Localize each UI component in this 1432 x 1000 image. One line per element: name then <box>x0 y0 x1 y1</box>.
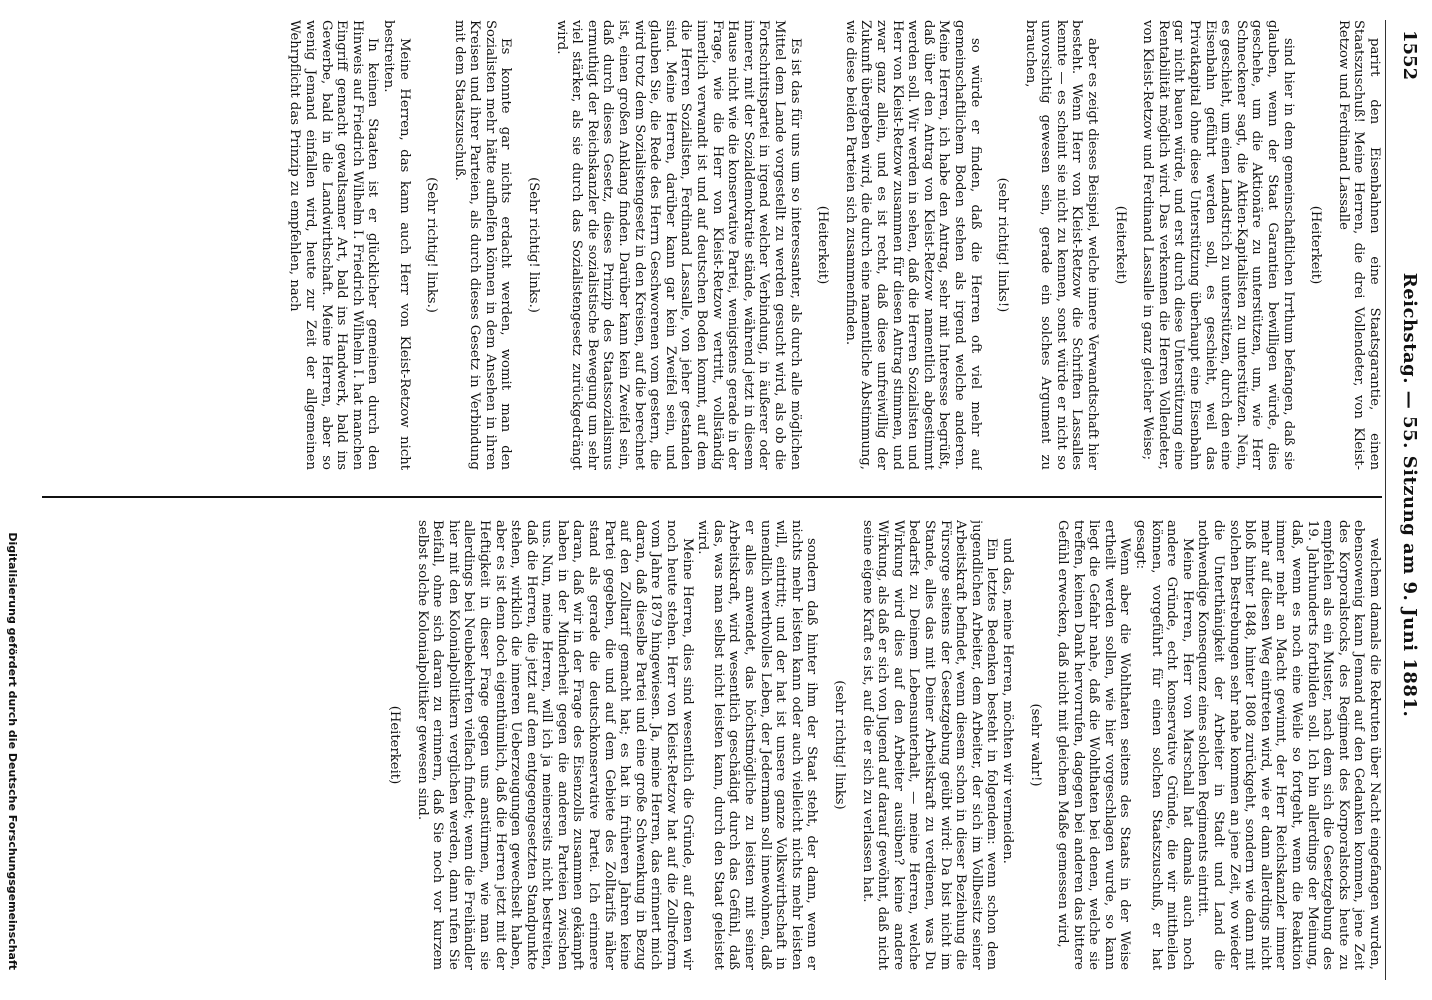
paragraph: Es ist das für uns um so interessanter, als durch alle möglichen Mittel dem Lande vorgestellt zu werden gesucht wird, als ob die Fortschrittspartei in irgend welcher Verbindung, in äußerer oder innerer, mit der Sozialdemokratie stände, während jetzt in diesem Hause nicht wie die konservative Partei, wenigstens gerade in der Frage, wie die Herr von Kleist-Retzow vertritt, vollständig innerlich verwandt ist und auf deutschen Boden kommt, auf dem die Herren Sozialisten, Ferdinand Lassalle, von jeher gestanden sind. Meine Herren, darüber kann gar kein Zweifel sein, und glauben Sie, die Rede des Herrn Geschworenen vom gestern, die wird trotz dem Sozialistengesetz in den Kreisen, auf die berechnet ist, einen großen Anklang finden. Darüber kann kein Zweifel sein, daß durch dieses Gesetz, dieses Prinzip des Staatssozialismus ermuthigt der Reichskanzler die sozialistische Bewegung um sehr viel stärker, als sie durch das Sozialistengesetz zurückgedrängt wird. <box>553 20 803 470</box>
interjection: (sehr wahr!) <box>1027 703 1043 787</box>
paragraph: Meine Herren, Herr von Marschall hat damals auch noch andere Gründe, echt konservative Gründe, die wir mittheilen können, vorgeführt für einen solchen Staatszuschuß, er hat gesagt: <box>1133 520 1195 970</box>
paragraph: Meine Herren, das kann auch Herr von Kleist-Retzow nicht bestreiten. <box>380 20 412 470</box>
page-footer <box>0 0 22 1000</box>
paragraph: und das, meine Herren, möchten wir vermeiden. <box>999 538 1015 864</box>
page-header <box>1386 30 1420 960</box>
interjection: (Heiterkeit) <box>386 705 402 785</box>
interjection: (sehr richtig! links!) <box>995 177 1011 313</box>
interjection: (Heiterkeit) <box>1112 205 1128 285</box>
paragraph: sondern daß hinter ihm der Staat steht, der dann, wenn er nichts mehr leisten kann oder auch vielleicht nichts mehr leisten will, eintritt; und der hat ist unsere ganze Volkswirthschaft in unendlich werthvolles Leben, der Jedermann soll innewohnen, daß er alles anwendet, das höchstmögliche zu leisten mit seiner Arbeitskraft, wird wesentlich geschädigt durch das Gefühl, daß das, was man selbst nicht leisten kann, durch den Staat geleistet wird. <box>695 520 820 970</box>
paragraph: Meine Herren, dies sind wesentlich die Gründe, auf denen wir noch heute stehen. Herr von Kleist-Retzow hat auf die Zollreform vom Jahre 1879 hingewiesen. Ja, meine Herren, das erinnert mich daran, daß dieselbe Partei und eine große Schwenkung in Bezug auf den Zolltarif gemacht hat; es hat in früheren Jahren keine Partei gegeben, die und auf dem Gebiete des Zolltarifs näher stand als gerade die deutschkonservative Partei. Ich erinnere daran, daß wir in der Frage des Eisenzolls zusammen gekämpft haben in der Minderheit gegen die anderen Parteien zwischen uns. Nun, meine Herren, will ich ja meinerseits nicht bestreiten, daß die Herren, die jetzt auf dem entgegengesetzten Standpunkte stehen, wirklich die inneren Ueberzeugungen gewechselt haben, aber es ist denn doch eigenthümlich, daß die Herren jetzt mit der Heftigkeit in dieser Frage gegen uns anstürmen, wie man sie allerdings bei Neubekehrten vielfach findet; wenn die Freihändler hier mit den Kolonialpolitikern verglichen werden, dann rufen Sie Beifall, ohne sich daran zu erinnern, daß Sie noch vor kurzem selbst solche Kolonialpolitiker gewesen sind. <box>414 520 695 970</box>
interjection: (Sehr richtig! links.) <box>424 177 440 313</box>
interjection: (Sehr richtig! links.) <box>526 177 542 313</box>
paragraph: so würde er finden, daß die Herren oft viel mehr auf gemeinschaftlichem Boden stehen als irgend welche anderen. Meine Herren, ich habe den Antrag, sehr mit Interesse begrüßt, daß über den Antrag von Kleist-Retzow namentlich abgestimmt werden soll. Wir werden in sehen, daß die Herren Sozialisten und Herr von Kleist-Retzow zusammen für diesen Antrag stimmen, und zwar ganz allein, und es ist recht, daß diese unfreiwillig der Zukunft übergeben wird, die durch eine namentliche Abstimmung, wie diese beiden Parteien sich zusammenfinden. <box>842 20 983 470</box>
page-title: Reichstag. — 55. Sitzung am 9. Juni 1881. <box>1399 272 1420 718</box>
paragraph: In keinen Staaten ist er glücklicher gemeinen durch den Hinweis auf Friedrich Wilhelm I. Friedrich Wilhelm I. hat manchen Eingriff gemacht gewaltsamer Art, bald ins Handwerk, bald ins Gewerbe, bald in die Landwirthschaft. Meine Herren, aber so wenig Jemand einfallen wird, heute zur Zeit der allgemeinen Wehrpflicht das Prinzip zu empfehlen, nach <box>287 20 381 470</box>
paragraph: parirt den Eisenbahnen eine Staatsgarantie, einen Staatszuschuß! Meine Herren, die drei Vollendeter, von Kleist-Retzow und Ferdinand Lassalle <box>1335 20 1382 470</box>
paragraph: sind hier in dem gemeinschaftlichen Irrthum befangen, daß sie glauben, wenn der Staat Garantien bewilligen würde, dies geschehe, um die Aktionäre zu unterstützen, um, wie Herr Schneckener sagt, die Aktien-Kapitalisten zu unterstützen. Nein, es geschieht, um einen Landstrich zu unterstützen, durch den eine Eisenbahn geführt werden soll, es geschieht, weil das Privatkapital ohne diese Unterstützung überhaupt eine Eisenbahn gar nicht bauen würde, und erst durch diese Unterstützung eine Rentabilität möglich wird. Das verkennen die Herren Vollendeter, von Kleist-Retzow und Ferdinand Lassalle in ganz gleicher Weise; <box>1140 20 1296 470</box>
paragraph: welchem damals die Rekruten über Nacht eingefangen wurden, ebensowenig kann Jemand auf den Gedanken kommen, jene Zeit des Korporalstocks, des Regiment des Korporalstocks heute zu empfehlen als ein Muster, nach dem sich die Gesetzgebung des 19. Jahrhunderts fortbilden soll. Ich bin allerdings der Meinung, daß, wenn es noch eine Weile so fortgeht, wenn die Reaktion immer mehr an Macht gewinnt, der Herr Reichskanzler immer mehr auf diesen Weg eintreten wird, wie er dann allerdings nicht bloß hinter 1848, hinter 1808 zurückgeht, sondern wie dann mit solchen Bestrebungen sehr nahe kommen an jene Zeit, wo wieder die Unterthänigkeit der Arbeiter in Stadt und Land die nothwendige Konsequenz eines solchen Regiments eintritt. <box>1195 520 1382 970</box>
right-text-column <box>42 520 1382 970</box>
paragraph: Wenn aber die Wohlthaten seitens des Staats in der Weise ertheilt werden sollen, wie hier vorgeschlagen wurde, so kann liegt die Gefahr nahe, daß die Wohlthaten bei denen, welche sie treffen, keinen Dank hervorrufen, dagegen bei anderen das bittere Gefühl erwecken, daß nicht mit gleichem Maße gemessen wird, <box>1055 520 1133 970</box>
interjection: (sehr richtig! links) <box>832 680 847 810</box>
paragraph: Es konnte gar nichts erdacht werden, womit man den Sozialisten mehr hätte aufhelfen können in dem Ansehen in ihren Kreisen und ihrer Parteien, als durch dieses Gesetz in Verbindung mit dem Staatszuschuß. <box>451 20 514 470</box>
page-number: 1552 <box>1399 30 1420 81</box>
header-rule <box>1385 20 1386 980</box>
paragraph: aber es zeigt dieses Beispiel, welche innere Verwandtschaft hier besteht. Wenn Herr von Kleist-Retzow die Schriften Lassalles kennte — es scheint sie nicht zu kennen, sonst würde er nicht so unvorsichtig gewesen sein, gerade ein solches Argument zu brauchen, <box>1022 20 1101 470</box>
digitization-credit: Digitalisierung gefördert durch die Deutsche Forschungsgemeinschaft <box>6 532 19 970</box>
interjection: (Heiterkeit) <box>815 205 831 285</box>
interjection: (Heiterkeit) <box>1308 205 1324 285</box>
paragraph: Ein letztes Bedenken besteht in folgendem: wenn schon dem jugendlichen Arbeiter, dem Arbeiter, der sich im Vollbesitz seiner Arbeitskraft befindet, wenn diesem schon in dieser Beziehung die Fürsorge seitens der Gesetzgebung geübt wird: Da bist nicht im Stande, alles das mit Deiner Arbeitskraft zu verdienen, was Du bedarfst zu Deinem Lebensunterhalt, — meine Herren, welche Wirkung wird dies auf den Arbeiter ausüben? keine andere Wirkung, als daß er sich von Jugend auf darauf gewöhnt, daß nicht seine eigene Kraft es ist, auf die er sich zu verlassen hat. <box>859 520 1000 970</box>
column-divider <box>42 496 1382 498</box>
left-text-column <box>42 20 1382 470</box>
